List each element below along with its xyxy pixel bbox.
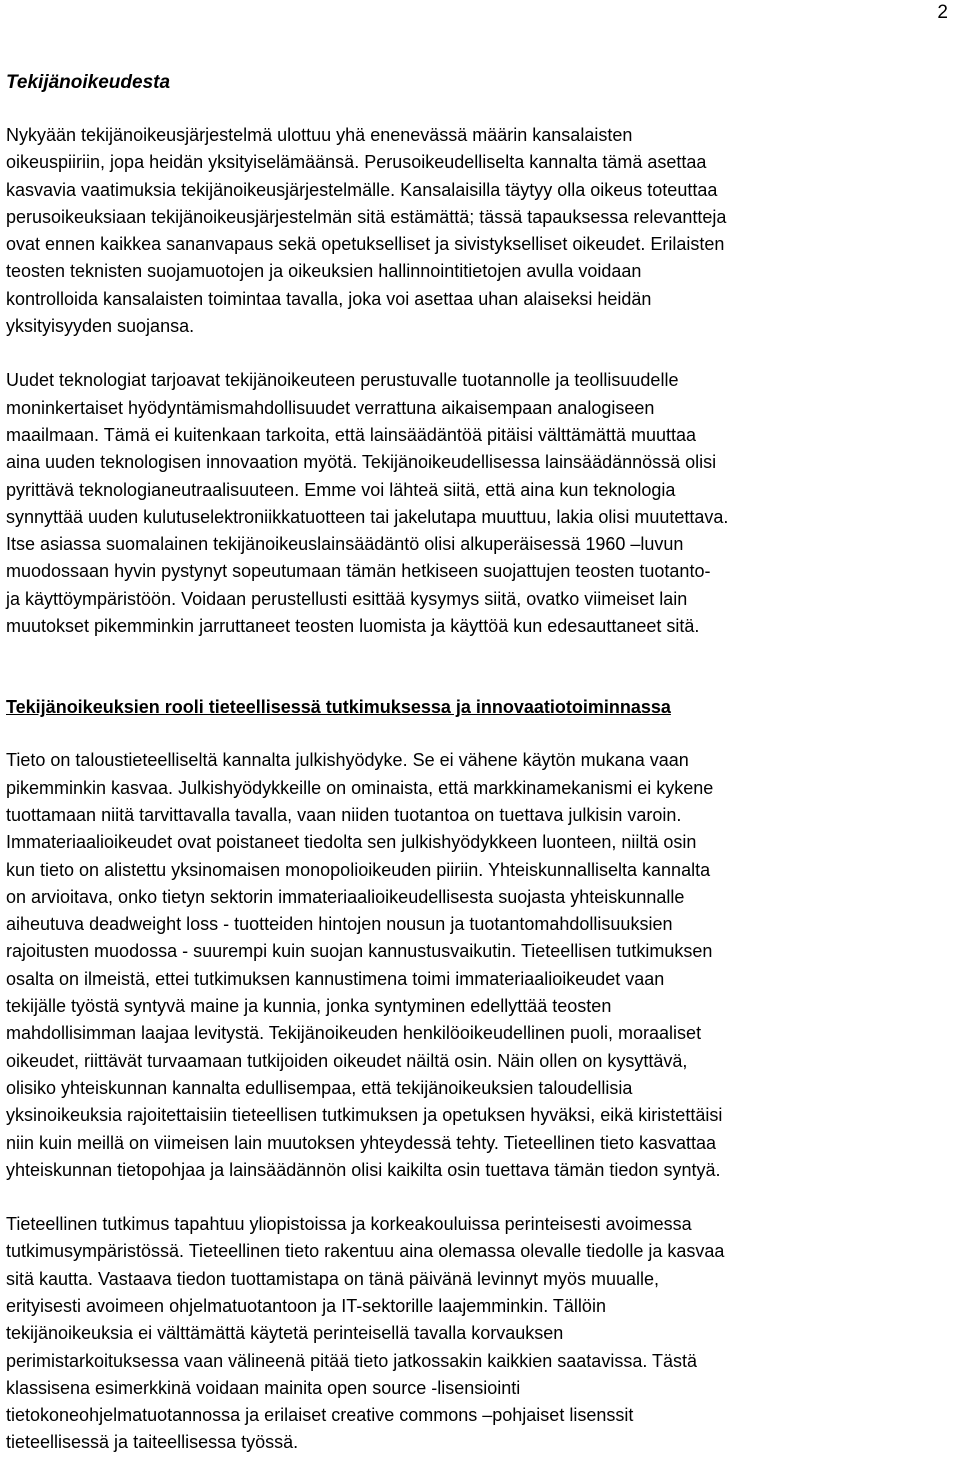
text-line: pikemminkin kasvaa. Julkishyödykkeille on ominaista, että markkinamekanismi ei kykene <box>6 777 714 798</box>
section-heading-copyright: Tekijänoikeudesta <box>6 72 171 93</box>
section-heading-research-role: Tekijänoikeuksien rooli tieteellisessä tutkimuksessa ja innovaatiotoiminnassa <box>6 697 671 718</box>
text-line: maailmaan. Tämä ei kuitenkaan tarkoita, että lainsäädäntöä pitäisi välttämättä muuttaa <box>6 424 697 445</box>
text-line: niin kuin meillä on viimeisen lain muutoksen yhteydessä tehty. Tieteellinen tieto kasvattaa <box>6 1132 717 1153</box>
text-line: Uudet teknologiat tarjoavat tekijänoikeuteen perustuvalle tuotannolle ja teollisuudelle <box>6 370 679 391</box>
text-line: rajoitusten muodossa - suurempi kuin suojan kannustusvaikutin. Tieteellisen tutkimuksen <box>6 941 713 962</box>
text-line: perimistarkoituksessa vaan välineenä pitää tieto jatkossakin kaikkien saatavissa. Tästä <box>6 1350 698 1371</box>
text-line: kasvavia vaatimuksia tekijänoikeusjärjestelmälle. Kansalaisilla täytyy olla oikeus toteuttaa <box>6 179 718 200</box>
text-line: sitä kautta. Vastaava tiedon tuottamistapa on tänä päivänä levinnyt myös muualle, <box>6 1268 660 1289</box>
text-line: moninkertaiset hyödyntämismahdollisuudet verrattuna aikaisempaan analogiseen <box>6 397 655 418</box>
text-line: teosten teknisten suojamuotojen ja oikeuksien hallinnointitietojen avulla voidaan <box>6 261 642 282</box>
text-line: oikeudet, riittävät turvaamaan tutkijoiden oikeudet näiltä osin. Näin ollen on kysyttävä, <box>6 1050 688 1071</box>
text-line: oikeuspiiriin, jopa heidän yksityiselämäänsä. Perusoikeudelliselta kannalta tämä asettaa <box>6 152 707 173</box>
paragraph-copyright-intro <box>6 122 958 340</box>
text-line: aina uuden teknologisen innovaation myötä. Tekijänoikeudellisessa lainsäädännössä olisi <box>6 452 717 473</box>
text-line: kontrolloida kansalaisten toimintaa tavalla, joka voi asettaa uhan alaiseksi heidän <box>6 288 652 309</box>
text-line: kun tieto on alistettu yksinomaisen monopolioikeuden piiriin. Yhteiskunnalliselta kannalta <box>6 859 711 880</box>
text-line: tieteellisessä ja taiteellisessa työssä. <box>6 1432 299 1453</box>
paragraph-open-research <box>6 1211 958 1457</box>
text-line: on arvioitava, onko tietyn sektorin immateriaalioikeudellisesta suojasta yhteiskunnalle <box>6 886 685 907</box>
text-line: erityisesti avoimeen ohjelmatuotantoon ja IT-sektorille laajemminkin. Tällöin <box>6 1295 606 1316</box>
page-number: 2 <box>937 2 948 23</box>
text-line: yksinoikeuksia rajoitettaisiin tieteellisen tutkimuksen ja opetuksen hyväksi, eikä kiristettäisi <box>6 1105 723 1126</box>
text-line: tietokoneohjelmatuotannossa ja erilaiset creative commons –pohjaiset lisenssit <box>6 1405 634 1426</box>
text-line: klassisena esimerkkinä voidaan mainita open source -lisensiointi <box>6 1377 521 1398</box>
text-line: tekijälle työstä syntyvä maine ja kunnia, jonka syntyminen edellyttää teosten <box>6 996 612 1017</box>
text-line: Tieteellinen tutkimus tapahtuu yliopistoissa ja korkeakouluissa perinteisesti avoimessa <box>6 1214 692 1235</box>
text-line: pyrittävä teknologianeutraalisuuteen. Emme voi lähteä siitä, että aina kun teknologia <box>6 479 676 500</box>
text-line: aiheutuva deadweight loss - tuotteiden hintojen nousun ja tuotantomahdollisuuksien <box>6 914 673 935</box>
text-line: mahdollisimman laajaa levitystä. Tekijänoikeuden henkilöoikeudellinen puoli, moraaliset <box>6 1023 702 1044</box>
text-line: Tieto on taloustieteelliseltä kannalta julkishyödyke. Se ei vähene käytön mukana vaan <box>6 750 689 771</box>
text-line: ovat ennen kaikkea sananvapaus sekä opetukselliset ja sivistykselliset oikeudet. Erilaisten <box>6 234 725 255</box>
text-line: olisiko yhteiskunnan kannalta edullisempaa, että tekijänoikeuksien taloudellisia <box>6 1077 633 1098</box>
paragraph-public-good <box>6 747 958 1184</box>
text-line: yhteiskunnan tietopohjaa ja lainsäädännön olisi kaikilta osin tuettava tämän tiedon syntyä. <box>6 1159 721 1180</box>
text-line: tutkimusympäristössä. Tieteellinen tieto rakentuu aina olemassa olevalle tiedolle ja kasvaa <box>6 1241 725 1262</box>
paragraph-new-technologies <box>6 367 958 640</box>
text-line: Immateriaalioikeudet ovat poistaneet tiedolta sen julkishyödykkeen luonteen, niiltä osin <box>6 832 697 853</box>
text-line: osalta on ilmeistä, ettei tutkimuksen kannustimena toimi immateriaalioikeudet vaan <box>6 968 665 989</box>
text-line: tuottamaan niitä tarvittavalla tavalla, vaan niiden tuotantoa on tuettava julkisin varoin. <box>6 804 682 825</box>
document-body <box>6 70 958 1457</box>
text-line: ja käyttöympäristöön. Voidaan perustellusti esittää kysymys siitä, ovatko viimeiset lain <box>6 588 688 609</box>
text-line: Nykyään tekijänoikeusjärjestelmä ulottuu yhä enenevässä määrin kansalaisten <box>6 125 633 145</box>
text-line: muutokset pikemminkin jarruttaneet teosten luomista ja käyttöä kun edesauttaneet sitä. <box>6 616 700 637</box>
text-line: synnyttää uuden kulutuselektroniikkatuotteen tai jakelutapa muuttuu, lakia olisi muutettava. <box>6 506 729 527</box>
text-line: tekijänoikeuksia ei välttämättä käytetä perinteisellä tavalla korvauksen <box>6 1323 564 1344</box>
text-line: muodossaan hyvin pystynyt sopeutumaan tämän hetkiseen suojattujen teosten tuotanto- <box>6 561 711 582</box>
text-line: Itse asiassa suomalainen tekijänoikeuslainsäädäntö olisi alkuperäisessä 1960 –luvun <box>6 534 684 555</box>
text-line: perusoikeuksiaan tekijänoikeusjärjestelmän sitä estämättä; tässä tapauksessa relevantteja <box>6 206 727 227</box>
text-line: yksityisyyden suojansa. <box>6 316 195 337</box>
